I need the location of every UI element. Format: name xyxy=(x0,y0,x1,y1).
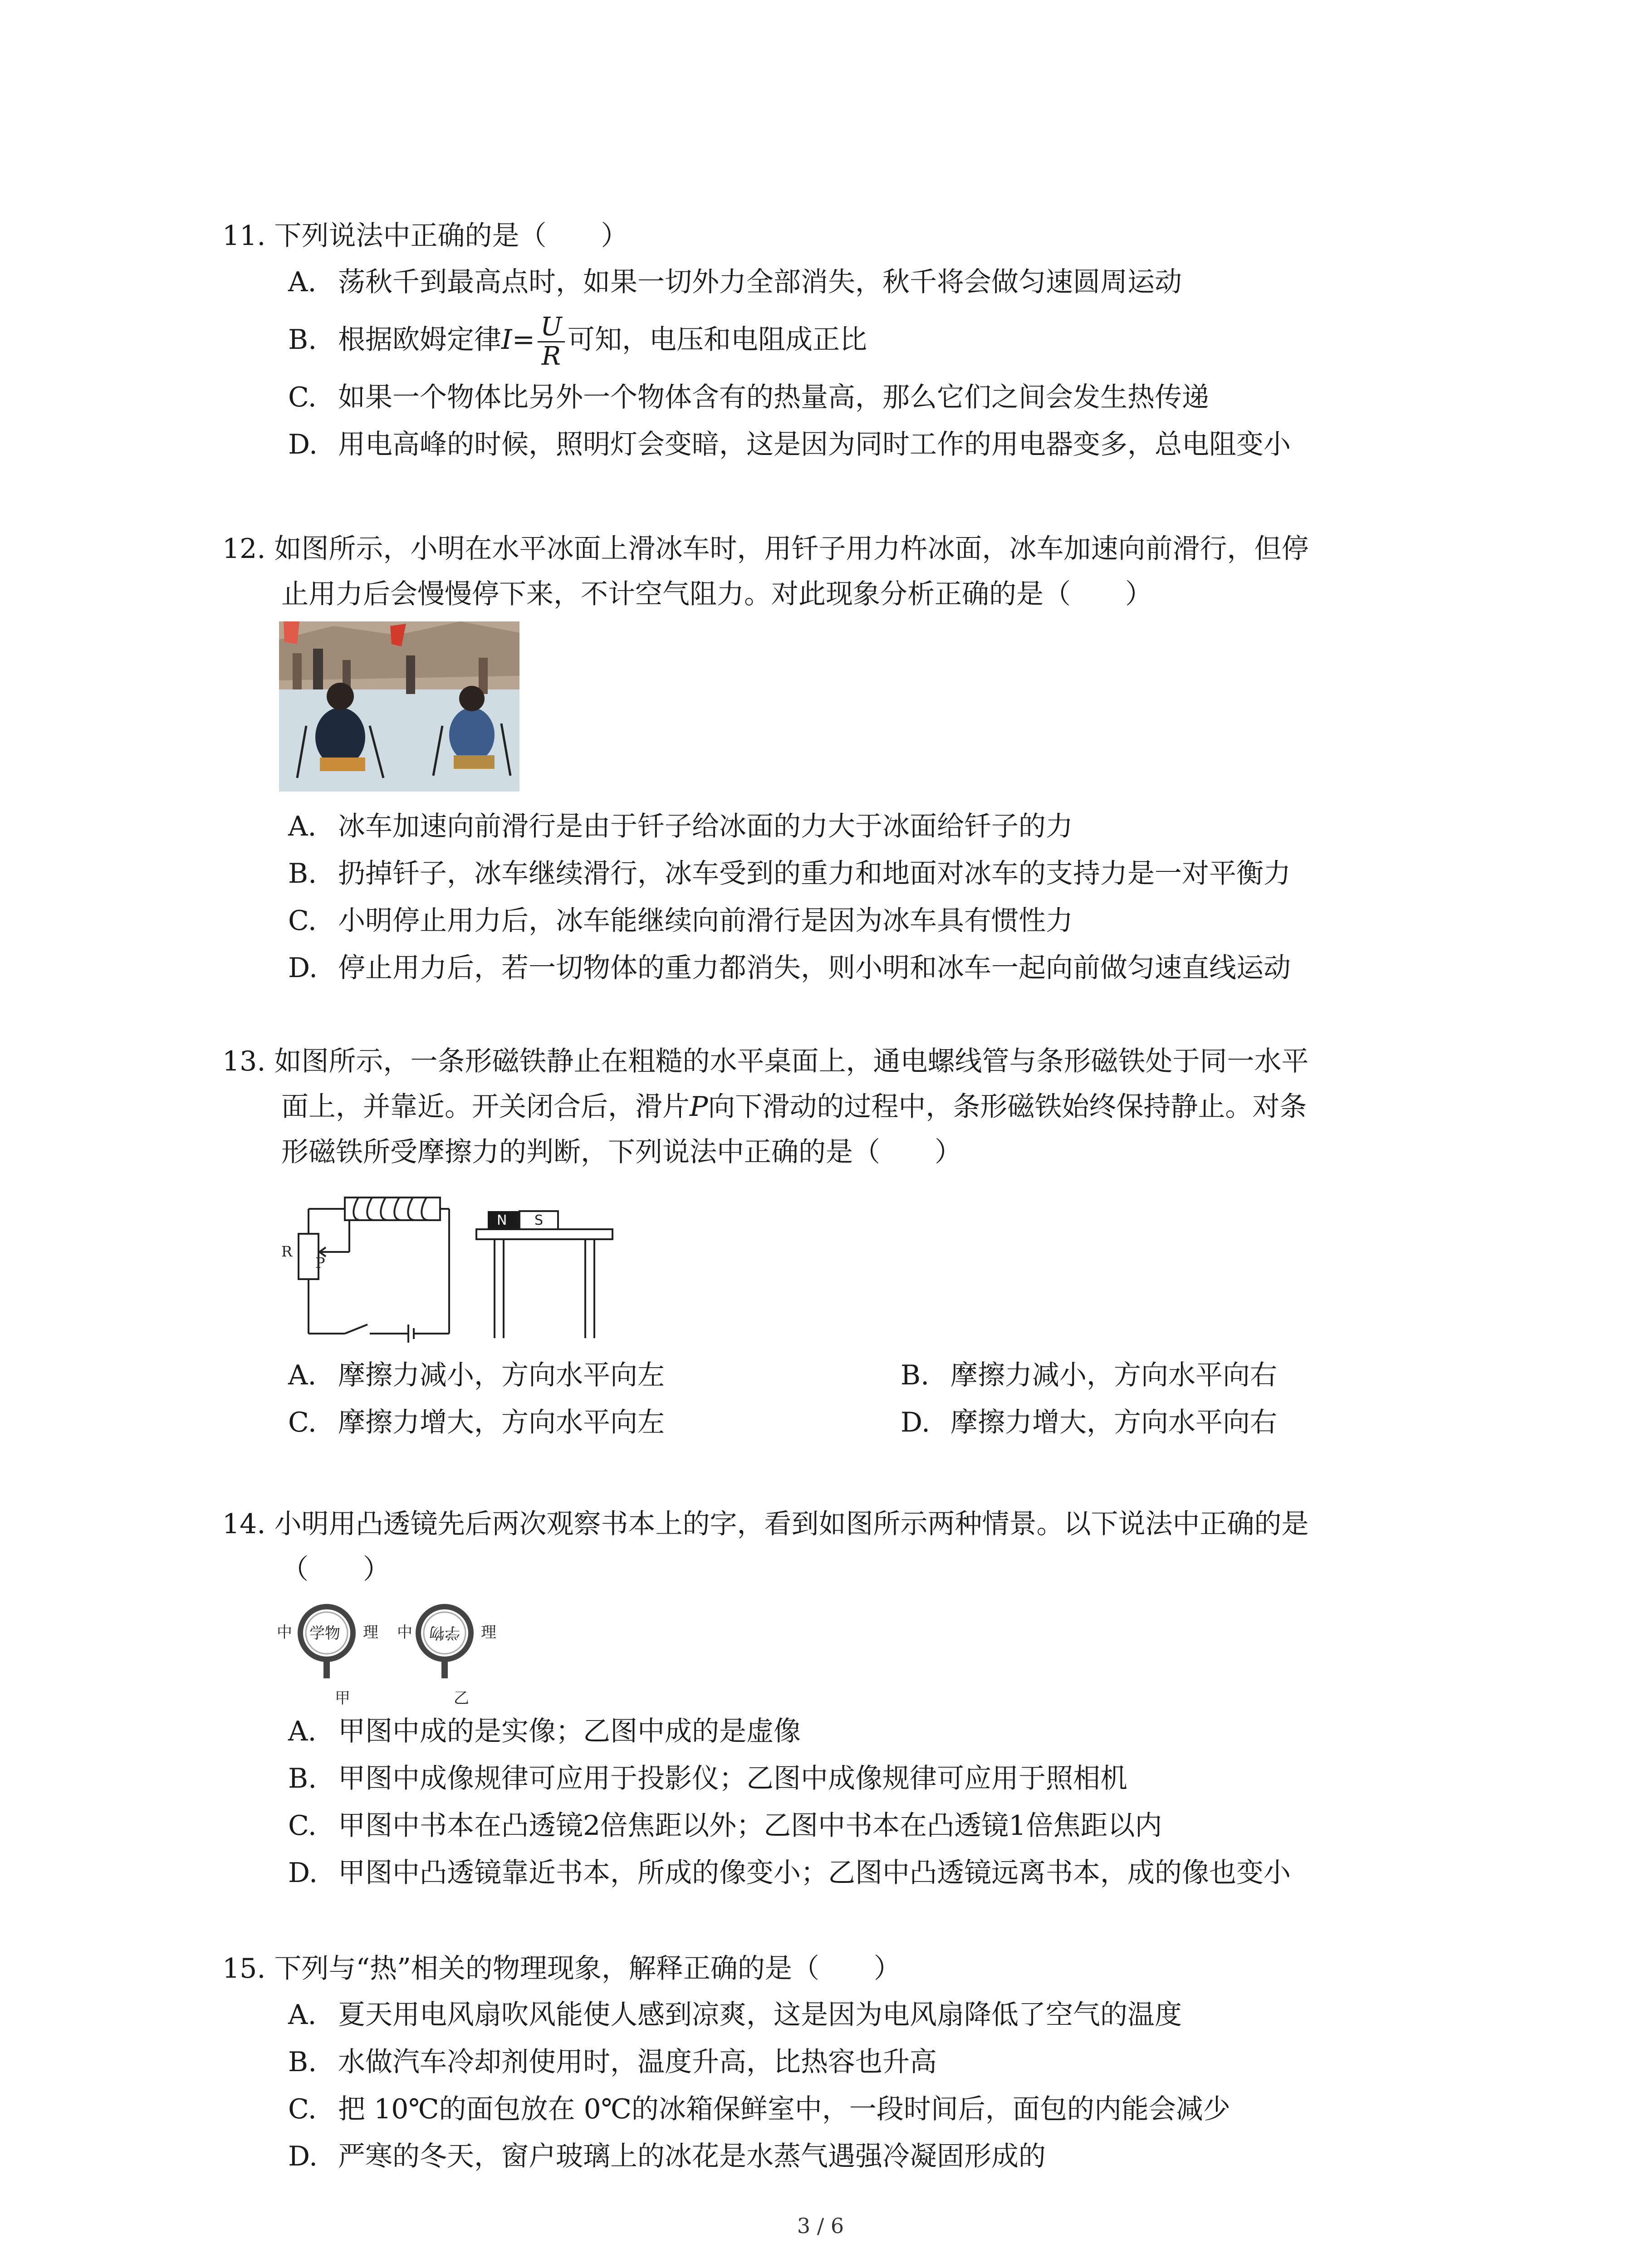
magnet-n-label: N xyxy=(497,1212,507,1228)
q13-stem-line1: 13. 如图所示，一条形磁铁静止在粗糙的水平桌面上，通电螺线管与条形磁铁处于同一水平 xyxy=(222,1046,1309,1077)
magnifier-diagram xyxy=(277,1592,531,1706)
q14-stem-line1: 14. 小明用凸透镜先后两次观察书本上的字，看到如图所示两种情景。以下说法中正确的是 xyxy=(222,1508,1309,1540)
ice-cart-photo xyxy=(279,621,519,792)
question-13-options xyxy=(222,1352,1447,1446)
ice-cart-photo-art xyxy=(279,621,519,792)
fig1-lens-text: 学物 xyxy=(309,1624,340,1642)
fig2-lens-text: 学物 xyxy=(429,1623,460,1642)
fig2-right-char: 理 xyxy=(481,1623,496,1642)
resistor-r-label: R xyxy=(281,1243,293,1260)
question-11 xyxy=(222,213,1447,468)
q13-option-a: A. 摩擦力减小，方向水平向左 xyxy=(288,1359,665,1391)
solenoid-magnet-diagram xyxy=(272,1188,617,1352)
question-14-options xyxy=(222,1708,1447,1897)
q14-stem-line2: （ ） xyxy=(281,1554,390,1585)
q15-option-a: A. 夏天用电风扇吹风能使人感到凉爽，这是因为电风扇降低了空气的温度 xyxy=(288,1999,1182,2031)
q13-option-c: C. 摩擦力增大，方向水平向左 xyxy=(288,1407,665,1438)
question-14 xyxy=(222,1501,1447,1592)
q14-option-b: B. 甲图中成像规律可应用于投影仪；乙图中成像规律可应用于照相机 xyxy=(288,1763,1127,1794)
question-15 xyxy=(222,1946,1447,2180)
q15-option-d: D. 严寒的冬天，窗户玻璃上的冰花是水蒸气遇强冷凝固形成的 xyxy=(288,2141,1046,2172)
fig1-right-char: 理 xyxy=(363,1623,378,1642)
q11-option-b: B. 根据欧姆定律I= $\frac{U}{R}$ 可知，电压和电阻成正比 xyxy=(288,312,867,371)
ohm-fraction: $\frac{U}{R}$ xyxy=(538,313,565,371)
q13-stem-line3: 形磁铁所受摩擦力的判断，下列说法中正确的是（ ） xyxy=(281,1136,962,1168)
q12-stem-line1: 12. 如图所示，小明在水平冰面上滑冰车时，用钎子用力杵冰面，冰车加速向前滑行，但停 xyxy=(222,533,1309,565)
fig1-caption: 甲 xyxy=(335,1689,350,1706)
q12-option-a: A. 冰车加速向前滑行是由于钎子给冰面的力大于冰面给钎子的力 xyxy=(288,811,1073,842)
magnet-s-label: S xyxy=(534,1212,544,1228)
fig2-left-char: 中 xyxy=(397,1623,412,1642)
q11-option-d: D. 用电高峰的时候，照明灯会变暗，这是因为同时工作的用电器变多，总电阻变小 xyxy=(288,429,1291,460)
q11-stem: 11. 下列说法中正确的是（ ） xyxy=(222,220,628,252)
page-number: 3 / 6 xyxy=(797,2214,844,2238)
ohm-var: I= xyxy=(501,324,535,356)
q14-option-c: C. 甲图中书本在凸透镜2倍焦距以外；乙图中书本在凸透镜1倍焦距以内 xyxy=(288,1810,1162,1842)
q14-option-a: A. 甲图中成的是实像；乙图中成的是虚像 xyxy=(288,1716,801,1747)
q11-option-c: C. 如果一个物体比另外一个物体含有的热量高，那么它们之间会发生热传递 xyxy=(288,381,1209,413)
question-12 xyxy=(222,526,1447,617)
q13-option-d: D. 摩擦力增大，方向水平向右 xyxy=(901,1407,1277,1438)
question-12-options xyxy=(222,803,1447,992)
q15-option-c: C. 把 10℃的面包放在 0℃的冰箱保鲜室中，一段时间后，面包的内能会减少 xyxy=(288,2093,1230,2125)
q11-option-a: A. 荡秋千到最高点时，如果一切外力全部消失，秋千将会做匀速圆周运动 xyxy=(288,266,1182,298)
q12-stem-line2: 止用力后会慢慢停下来，不计空气阻力。对此现象分析正确的是（ ） xyxy=(281,578,1152,610)
fig1-left-char: 中 xyxy=(277,1623,292,1642)
q12-option-b: B. 扔掉钎子，冰车继续滑行，冰车受到的重力和地面对冰车的支持力是一对平衡力 xyxy=(288,858,1291,890)
q13-option-b: B. 摩擦力减小，方向水平向右 xyxy=(901,1359,1277,1391)
q15-stem: 15. 下列与“热”相关的物理现象，解释正确的是（ ） xyxy=(222,1953,901,1984)
q13-stem-line2: 面上，并靠近。开关闭合后，滑片P向下滑动的过程中，条形磁铁始终保持静止。对条 xyxy=(281,1091,1307,1123)
fig2-caption: 乙 xyxy=(454,1689,469,1706)
slider-p-label: P xyxy=(315,1254,325,1271)
q12-option-c: C. 小明停止用力后，冰车能继续向前滑行是因为冰车具有惯性力 xyxy=(288,905,1073,937)
q14-option-d: D. 甲图中凸透镜靠近书本，所成的像变小；乙图中凸透镜远离书本，成的像也变小 xyxy=(288,1857,1291,1889)
q15-option-b: B. 水做汽车冷却剂使用时，温度升高，比热容也升高 xyxy=(288,2046,937,2078)
question-13 xyxy=(222,1039,1447,1175)
q12-option-d: D. 停止用力后，若一切物体的重力都消失，则小明和冰车一起向前做匀速直线运动 xyxy=(288,952,1291,984)
